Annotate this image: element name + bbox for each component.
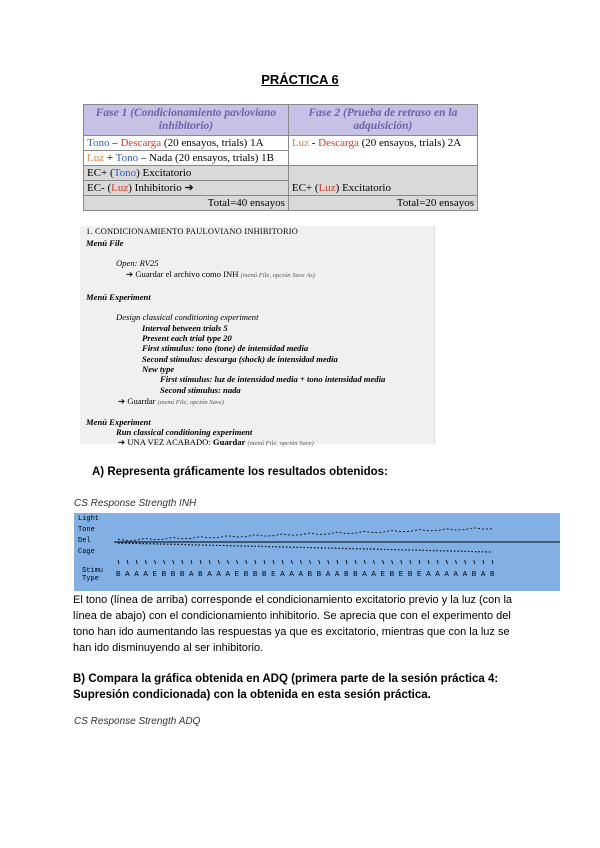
- trial-type-letter: A: [444, 571, 449, 579]
- trial-type-letter: E: [398, 571, 404, 579]
- trial-tick: [346, 560, 347, 564]
- trial-type-letter: A: [462, 571, 468, 579]
- trial-tick: [419, 560, 420, 564]
- run-line: Run classical conditioning experiment: [116, 427, 253, 437]
- trial-type-letter: B: [243, 571, 249, 579]
- trial-type-letter: B: [307, 571, 313, 579]
- trial-type-letter: A: [188, 571, 194, 579]
- trial-tick: [428, 560, 429, 564]
- trial-type-letter: B: [161, 571, 167, 579]
- trial-tick: [154, 560, 155, 564]
- menu-file: Menú File: [86, 238, 124, 248]
- trial-tick: [364, 560, 365, 564]
- trial-type-letter: E: [417, 571, 422, 579]
- label-stimu: Stimu: [82, 567, 104, 575]
- done-line: ➔ UNA VEZ ACABADO: Guardar (menú File, opción Save): [118, 437, 314, 447]
- trial-type-letter: B: [198, 571, 203, 579]
- trial-tick: [373, 560, 374, 564]
- trial-tick: [401, 560, 402, 564]
- phase2-header: Fase 2 (Prueba de retraso en la adquisición): [288, 105, 477, 136]
- second-stimulus-2-line: Second stimulus: nada: [160, 385, 241, 395]
- second-stimulus-line: Second stimulus: descarga (shock) de intensidad media: [142, 354, 338, 364]
- trial-tick: [209, 560, 210, 564]
- trial-type-letter: A: [453, 571, 459, 579]
- response-strength-graph: [74, 513, 560, 591]
- label-cage: Cage: [78, 548, 95, 556]
- trial-tick: [328, 560, 329, 564]
- trial-tick: [173, 560, 174, 564]
- trial-type-letter: A: [280, 571, 285, 579]
- trial-type-letter: A: [289, 571, 294, 579]
- explanation-paragraph: El tono (línea de arriba) corresponde el condicionamiento excitatorio previo y la luz (con la línea de abajo) con el condicionamiento inhibitorio. Se aprecia que con el experimento del tono han ido aumentando las respuestas ya que es excitatorio, mientras que con la luz se han ido disminuyendo al ser inhibitorio.: [73, 594, 513, 654]
- first-stimulus-line: First stimulus: tono (tone) de intensidad media: [142, 343, 309, 353]
- trial-tick: [255, 560, 256, 564]
- trial-tick: [310, 560, 311, 564]
- trial-type-letter: A: [362, 571, 367, 579]
- trial-type-letter: B: [116, 571, 121, 579]
- trial-tick: [392, 560, 393, 564]
- trial-tick: [437, 560, 438, 564]
- trial-type-letter: B: [353, 571, 358, 579]
- menu-experiment-2: Menú Experiment: [86, 417, 151, 427]
- cell-r2c1: Luz + Tono – Nada (20 ensayos, trials) 1B: [84, 151, 289, 166]
- trial-type-letter: A: [143, 571, 148, 579]
- trial-tick: [291, 560, 292, 564]
- graph-plot: [74, 513, 560, 591]
- cell-r1c2: Luz - Descarga (20 ensayos, trials) 2A: [288, 136, 477, 166]
- trial-type-letter: A: [216, 571, 221, 579]
- trial-type-letter: B: [316, 571, 322, 579]
- design-line: Design classical conditioning experiment: [116, 312, 259, 322]
- trial-tick: [182, 560, 183, 564]
- question-b: B) Compara la gráfica obtenida en ADQ (primera parte de la sesión práctica 4: Supresión condicionada) con la obtenida en esta sesión práctica.: [73, 673, 499, 701]
- trial-type-letter: B: [389, 571, 395, 579]
- trial-tick: [237, 560, 238, 564]
- cell-r4c1: EC- (Luz) Inhibitorio ➔: [84, 181, 289, 196]
- present-line: Present each trial type 20: [142, 333, 232, 343]
- caption-adq: CS Response Strength ADQ: [74, 716, 201, 727]
- trial-type-letter: B: [170, 571, 176, 579]
- trial-type-letter: A: [480, 571, 486, 579]
- trial-tick: [145, 560, 146, 564]
- trial-type-letter: A: [435, 571, 440, 579]
- trial-tick: [191, 560, 192, 564]
- trial-type-letter: A: [334, 571, 340, 579]
- trial-type-letter: A: [371, 571, 376, 579]
- trial-tick: [456, 560, 457, 564]
- total-phase2: Total=20 ensayos: [288, 196, 477, 211]
- cell-r3c2: EC+ (Luz) Excitatorio: [288, 166, 477, 196]
- trial-type-letter: B: [344, 571, 349, 579]
- trial-type-letter: E: [271, 571, 276, 579]
- trial-type-letter: A: [225, 571, 230, 579]
- label-light: Light: [78, 515, 100, 523]
- phase1-header: Fase 1 (Condicionamiento pavloviano inhibitorio): [84, 105, 289, 136]
- total-phase1: Total=40 ensayos: [84, 196, 289, 211]
- trial-type-letter: E: [380, 571, 386, 579]
- trial-tick: [465, 560, 466, 564]
- trial-tick: [483, 560, 484, 564]
- trial-type-letter: A: [426, 571, 431, 579]
- new-type-line: New type: [142, 364, 175, 374]
- trial-type-letter: E: [234, 571, 240, 579]
- trial-tick: [218, 560, 219, 564]
- trial-type-letter: E: [152, 571, 158, 579]
- trial-type-letter: B: [471, 571, 477, 579]
- trial-tick: [264, 560, 265, 564]
- cell-r1c1: Tono – Descarga (20 ensayos, trials) 1A: [84, 136, 289, 151]
- trial-tick: [227, 560, 228, 564]
- trial-tick: [118, 560, 119, 564]
- trial-type-letter: A: [125, 571, 130, 579]
- trial-tick: [319, 560, 320, 564]
- question-a: A) Representa gráficamente los resultados obtenidos:: [92, 466, 388, 478]
- trial-tick: [200, 560, 201, 564]
- label-tone: Tone: [78, 526, 95, 534]
- trial-type-letter: A: [298, 571, 303, 579]
- trial-type-letter: A: [207, 571, 212, 579]
- page-title: PRÁCTICA 6: [261, 72, 339, 87]
- trial-type-letter: B: [261, 571, 267, 579]
- trial-tick: [410, 560, 411, 564]
- trial-type-letter: A: [134, 571, 139, 579]
- trial-tick: [246, 560, 247, 564]
- save-line: ➔ Guardar (menú File, opción Save): [118, 396, 224, 406]
- trial-tick: [282, 560, 283, 564]
- tone-line: [118, 528, 492, 541]
- code-heading: 1. CONDICIONAMIENTO PAULOVIANO INHIBITORIO: [86, 227, 299, 236]
- trial-type-letter: A: [325, 571, 331, 579]
- trial-tick: [355, 560, 356, 564]
- menu-experiment-1: Menú Experiment: [86, 292, 151, 302]
- trial-tick: [127, 560, 128, 564]
- trial-tick: [383, 560, 384, 564]
- trial-tick: [446, 560, 447, 564]
- save-as-line: ➔ Guardar el archivo como INH (menú File, opción Save As): [126, 269, 315, 279]
- trial-tick: [492, 560, 493, 564]
- open-line: Open: RV25: [116, 258, 159, 268]
- caption-inh: CS Response Strength INH: [74, 498, 197, 509]
- trial-type-letter: B: [407, 571, 413, 579]
- label-del: Del: [78, 537, 91, 545]
- phases-table: [83, 104, 478, 211]
- instructions-panel: [80, 226, 435, 447]
- trial-tick: [273, 560, 274, 564]
- interval-line: Interval between trials 5: [142, 323, 228, 333]
- trial-tick: [164, 560, 165, 564]
- trial-type-letter: B: [490, 571, 495, 579]
- cell-r3c1: EC+ (Tono) Excitatorio: [84, 166, 289, 181]
- label-type: Type: [82, 575, 99, 583]
- trial-type-letter: B: [179, 571, 185, 579]
- first-stimulus-2-line: First stimulus: luz de intensidad media + tono intensidad media: [160, 374, 386, 384]
- trial-type-letter: B: [252, 571, 258, 579]
- trial-tick: [337, 560, 338, 564]
- trial-tick: [474, 560, 475, 564]
- trial-tick: [136, 560, 137, 564]
- light-line: [118, 543, 492, 552]
- trial-tick: [300, 560, 301, 564]
